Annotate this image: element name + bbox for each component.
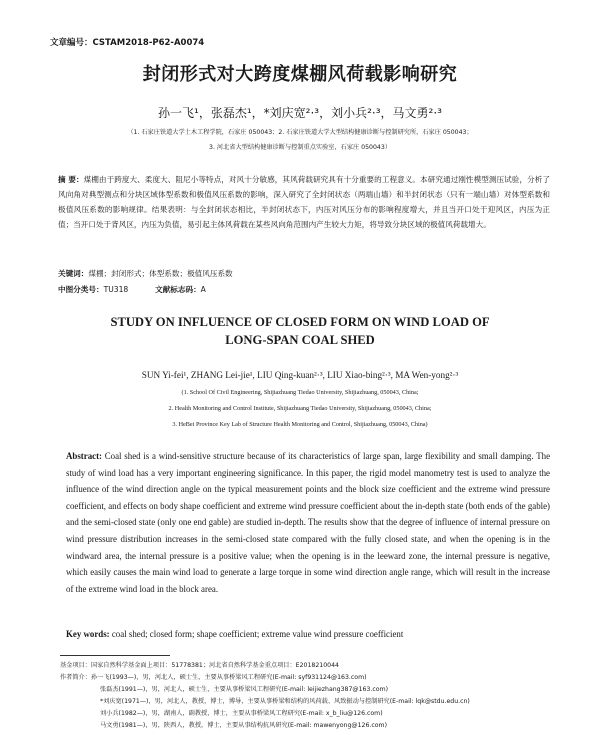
english-keywords-text: coal shed; closed form; shape coefficient; extreme value wind pressure coefficient — [111, 629, 404, 639]
english-affiliation-line: 3. HeBei Province Key Lab of Structure Health Monitoring and Control, Shijiazhuang, 050043, China) — [172, 421, 428, 428]
chinese-keywords-label: 关键词： — [58, 269, 89, 278]
english-keywords — [66, 629, 550, 639]
footnote-author: 张磊杰(1991—)，男，河北人，硕士生，主要从事桥梁风工程研究(E-mail: leijiezhang387@163.com) — [100, 686, 389, 693]
footnote-author: 作者简介：孙一飞(1993—)，男，河北人，硕士生，主要从事桥梁风工程研究(E-mail: syf931124@163.com) — [60, 674, 367, 681]
footnote-divider — [60, 655, 170, 656]
chinese-keywords-text: 煤棚；封闭形式；体型系数；极值风压系数 — [88, 269, 233, 278]
chinese-authors: 孙一飞¹，张磊杰¹，*刘庆宽²·³，刘小兵²·³，马文勇²·³ — [158, 106, 442, 120]
chinese-affiliation-line: （1. 石家庄铁道大学土木工程学院，石家庄 050043；2. 石家庄铁道大学大型结构健康诊断与控制研究所，石家庄 050043； — [127, 129, 473, 136]
footnote-author: 刘小兵(1982—)，男，湖南人，副教授，博士，主要从事桥梁风工程研究(E-mail: x_b_liu@126.com) — [100, 710, 383, 717]
chinese-keywords — [58, 268, 550, 279]
doc-code-value: A — [200, 285, 206, 294]
chinese-abstract-label: 摘 要： — [58, 175, 84, 184]
chinese-title: 封闭形式对大跨度煤棚风荷载影响研究 — [142, 64, 458, 85]
english-affiliation-line: 2. Health Monitoring and Control Institute, Shijiazhuang Tiedao University, Shijiazhuang, 050043, China; — [168, 405, 432, 412]
chinese-abstract-text: 煤棚由于跨度大、柔度大、阻尼小等特点，对风十分敏感，其风荷载研究具有十分重要的工程意义。本研究通过刚性模型测压试验，分析了风向角对典型测点和分块区域体型系数和极值风压系数的影响，深入研究了全封闭状态（两端山墙）和半封闭状态（只有一端山墙）对体型系数和极值风压系数的影响规律。结果表明：与全封闭状态相比，半封闭状态下，内压对风压分布的影响程度增大，并且当开口处于迎风区，内压为正值；当开口处于背风区，内压为负值，易引起主体风荷载在某些风向角范围内产生较大力矩，将导致分块区域的极值风荷载增大。 — [58, 175, 550, 229]
clc-label: 中图分类号： — [58, 285, 104, 294]
article-id: 文章编号：CSTAM2018-P62-A0074 — [50, 38, 205, 48]
footnote-funding: 基金项目：国家自然科学基金面上项目：51778381；河北省自然科学基金重点项目：E2018210044 — [60, 662, 339, 669]
chinese-affiliation-line: 3. 河北省大型结构健康诊断与控制重点实验室，石家庄 050043） — [209, 144, 391, 151]
english-abstract-label: Abstract: — [66, 451, 102, 461]
english-abstract — [66, 448, 550, 597]
clc-value: TU318 — [103, 285, 129, 294]
footnote-author: 马文勇(1981—)，男，陕西人，教授，博士，主要从事结构抗风研究(E-mail: mawenyong@126.com) — [100, 722, 387, 729]
classification-line — [58, 284, 550, 295]
chinese-abstract — [58, 172, 550, 232]
english-authors: SUN Yi-fei¹, ZHANG Lei-jie¹, LIU Qing-kuan²·³, LIU Xiao-bing²·³, MA Wen-yong²·³ — [141, 370, 459, 380]
english-affiliation-line: (1. School Of Civil Engineering, Shijiazhuang Tiedao University, Shijiazhuang, 050043, China; — [181, 389, 419, 396]
footnote-author: *刘庆宽(1971—)，男，河北人，教授，博士，博导，主要从事桥梁和结构的风荷载、风致振动与控制研究(E-mail: lqk@stdu.edu.cn) — [100, 698, 470, 705]
english-keywords-label: Key words: — [66, 629, 110, 639]
english-abstract-text: Coal shed is a wind-sensitive structure because of its characteristics of large span, large flexibility and small damping. The study of wind load has a very important engineering significance. In this paper, the rigid model manometry test is used to analyze the influence of the wind direction angle on the typical measurement points and the block size coefficient and the extreme wind pressure coefficient, and effects on body shape coefficient and extreme wind pressure coefficient about the in-depth state (both ends of the gable) and the semi-closed state (only one end gable) are studied in-depth. The results show that the degree of influence of internal pressure on wind pressure distribution increases in the semi-closed state compared with the fully closed state, and when the opening is in the windward area, the internal pressure is a positive value; when the opening is in the leeward zone, the internal pressure is negative, which easily causes the main wind load to generate a large torque in some wind direction angle range, which will result in the increase of the extreme wind load in the block area. — [66, 451, 551, 594]
english-title-line2: LONG-SPAN COAL SHED — [225, 333, 375, 347]
english-title-line1: STUDY ON INFLUENCE OF CLOSED FORM ON WIND LOAD OF — [110, 315, 490, 329]
doc-code-label: 文献标志码： — [155, 285, 201, 294]
